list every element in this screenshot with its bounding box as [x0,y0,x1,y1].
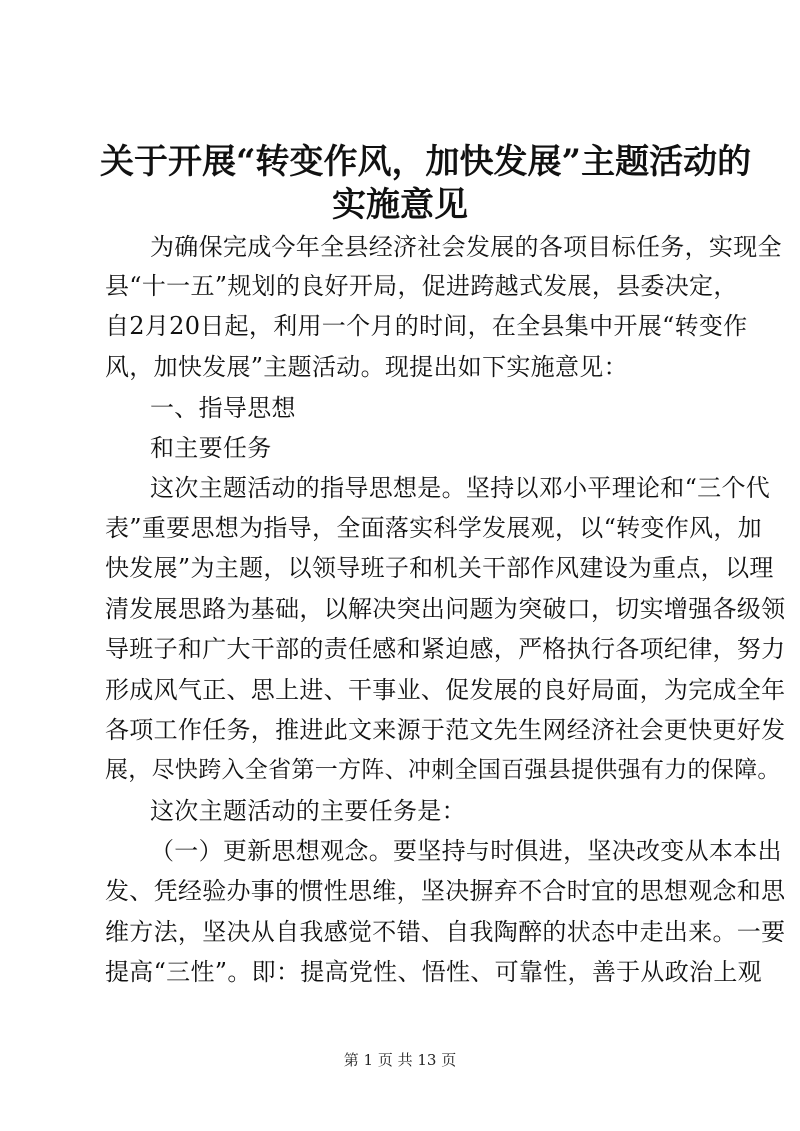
body-line: 各项工作任务，推进此文来源于范文先生网经济社会更快更好发 [105,716,786,744]
body-line: 导班子和广大干部的责任感和紧迫感，严格执行各项纪律，努力 [105,635,786,663]
body-line: 快发展”为主题，以领导班子和机关干部作风建设为重点，以理 [105,554,774,582]
body-line: 这次主题活动的指导思想是。坚持以邓小平理论和“三个代 [150,474,771,502]
body-line: 为确保完成今年全县经济社会发展的各项目标任务，实现全 [150,233,782,261]
section-heading-continued: 和主要任务 [150,434,272,462]
body-line: 表”重要思想为指导，全面落实科学发展观，以“转变作风，加 [105,514,762,542]
body-line: 提高“三性”。即：提高党性、悟性、可靠性，善于从政治上观 [105,958,762,986]
section-heading: 一、指导思想 [150,394,296,422]
body-line: 这次主题活动的主要任务是： [150,797,466,825]
document-title-line-2: 实施意见 [332,185,468,225]
body-line: 形成风气正、思上进、干事业、促发展的良好局面，为完成全年 [105,676,786,704]
body-line: 清发展思路为基础，以解决突出问题为突破口，切实增强各级领 [105,595,786,623]
body-line: （一）更新思想观念。要坚持与时俱进，坚决改变从本本出 [150,837,782,865]
document-title-line-1: 关于开展“转变作风，加快发展”主题活动的 [100,142,752,182]
page-number-footer: 第 1 页 共 13 页 [343,1051,457,1069]
body-line: 自2月20日起，利用一个月的时间，在全县集中开展“转变作 [105,312,748,340]
body-line: 风，加快发展”主题活动。现提出如下实施意见： [105,353,628,381]
body-line: 县“十一五”规划的良好开局，促进跨越式发展，县委决定， [105,272,738,300]
body-line: 维方法，坚决从自我感觉不错、自我陶醉的状态中走出来。一要 [105,918,786,946]
body-line: 发、凭经验办事的惯性思维，坚决摒弃不合时宜的思想观念和思 [105,877,786,905]
body-line: 展，尽快跨入全省第一方阵、冲刺全国百强县提供强有力的保障。 [105,757,781,783]
